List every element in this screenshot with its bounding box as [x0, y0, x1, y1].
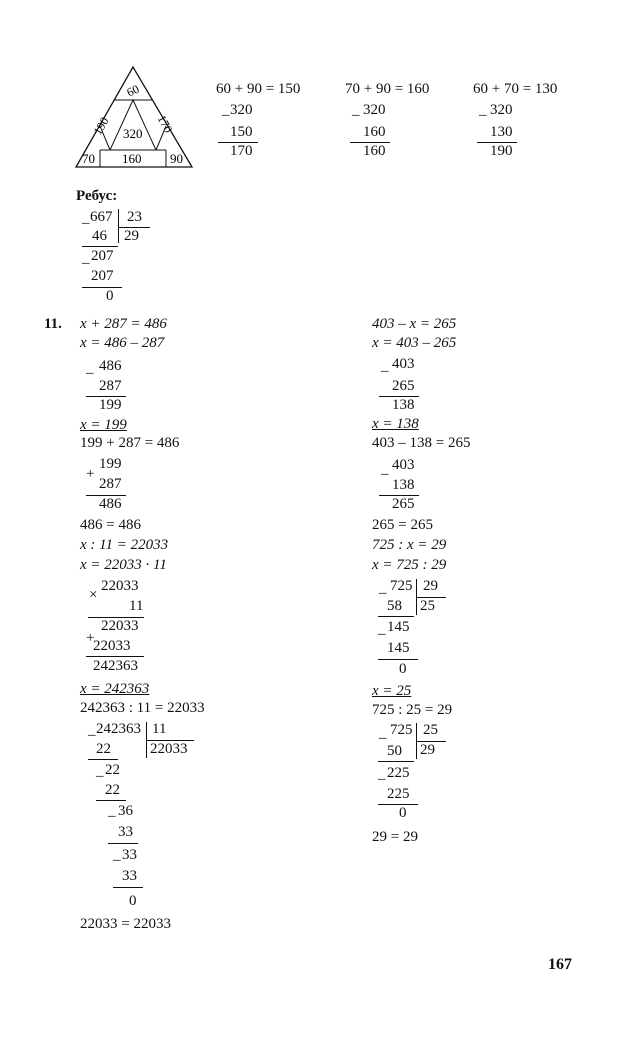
left-add1-b: 287: [99, 476, 122, 492]
left-check-2: 242363 : 11 = 22033: [80, 700, 205, 716]
triangle-top: 60: [124, 81, 142, 100]
left-mul-partial-1: 22033: [101, 618, 139, 634]
left-div-step7: 33: [122, 868, 137, 884]
minus-sign: –: [378, 626, 386, 642]
triangle-bottom-mid: 160: [122, 151, 142, 166]
left-equality-1: 486 = 486: [80, 517, 141, 533]
page-number: 167: [548, 956, 572, 973]
left-div-step2: 22: [105, 762, 120, 778]
left-answer-1: x = 199: [80, 417, 127, 433]
triangle-center: 320: [123, 126, 143, 141]
left-check-1: 199 + 287 = 486: [80, 435, 180, 451]
right-div1-step3: 145: [387, 640, 410, 656]
minus-sign: –: [222, 107, 230, 123]
left-equation-4: x = 22033 · 11: [80, 557, 167, 573]
right-sub1-result: 138: [392, 397, 415, 413]
calc1-subtrahend: 150: [230, 124, 253, 140]
left-mul-a: 22033: [101, 578, 139, 594]
triangle-bottom-right: 90: [170, 151, 183, 166]
rebus-dividend: 667: [90, 209, 113, 225]
triangle-left: 190: [90, 114, 112, 138]
right-check-1: 403 – 138 = 265: [372, 435, 471, 451]
minus-sign: –: [108, 808, 116, 824]
left-mul-b: 11: [129, 598, 144, 614]
plus-sign: +: [86, 466, 95, 482]
minus-sign: –: [381, 466, 389, 482]
right-div1-step1: 58: [387, 598, 402, 614]
minus-sign: –: [378, 771, 386, 787]
rebus-step1: 46: [92, 228, 107, 244]
right-div1-step2: 145: [387, 619, 410, 635]
right-div2-quotient: 29: [420, 742, 435, 758]
right-sub2-minuend: 403: [392, 457, 415, 473]
left-answer-2: x = 242363: [80, 681, 150, 697]
left-div-remainder: 0: [129, 893, 137, 909]
left-div-step1: 22: [96, 741, 111, 757]
right-sub2-subtrahend: 138: [392, 477, 415, 493]
calc2-minuend: 320: [363, 102, 386, 118]
left-sub1-result: 199: [99, 397, 122, 413]
plus-sign: +: [86, 630, 95, 646]
left-mul-result: 242363: [93, 658, 138, 674]
left-sub1-subtrahend: 287: [99, 378, 122, 394]
left-div-divisor: 11: [152, 721, 167, 737]
left-equality-2: 22033 = 22033: [80, 916, 171, 932]
right-sub2-result: 265: [392, 496, 415, 512]
calc1-result: 170: [230, 143, 253, 159]
minus-sign: –: [113, 852, 121, 868]
rebus-step3: 207: [91, 268, 114, 284]
left-div-quotient: 22033: [150, 741, 188, 757]
left-mul-partial-2: 22033: [93, 638, 131, 654]
calc1-minuend: 320: [230, 102, 253, 118]
minus-sign: –: [82, 255, 90, 271]
right-equation-2: x = 403 – 265: [372, 335, 457, 351]
triangle-bottom-left: 70: [82, 151, 95, 166]
left-div-step6: 33: [122, 847, 137, 863]
right-equation-1: 403 – x = 265: [372, 316, 457, 332]
right-div2-divisor: 25: [423, 722, 438, 738]
left-div-step5: 33: [118, 824, 133, 840]
right-sub1-subtrahend: 265: [392, 378, 415, 394]
minus-sign: –: [379, 730, 387, 746]
right-answer-2: x = 25: [372, 683, 412, 699]
calc3-equation: 60 + 70 = 130: [473, 81, 558, 97]
task-number: 11.: [44, 316, 62, 332]
calc3-result: 190: [490, 143, 513, 159]
right-sub1-minuend: 403: [392, 356, 415, 372]
left-div-dividend: 242363: [96, 721, 141, 737]
calc2-result: 160: [363, 143, 386, 159]
number-triangle-figure: [70, 62, 200, 172]
left-equation-1: x + 287 = 486: [80, 316, 167, 332]
minus-sign: –: [381, 363, 389, 379]
right-equality-2: 29 = 29: [372, 829, 418, 845]
calc3-subtrahend: 130: [490, 124, 513, 140]
right-div2-step2: 225: [387, 765, 410, 781]
left-equation-3: x : 11 = 22033: [80, 537, 169, 553]
left-div-step3: 22: [105, 782, 120, 798]
right-div1-divisor: 29: [423, 578, 438, 594]
minus-sign: –: [88, 727, 96, 743]
left-add1-result: 486: [99, 496, 122, 512]
left-add1-a: 199: [99, 456, 122, 472]
left-sub1-minuend: 486: [99, 358, 122, 374]
minus-sign: –: [379, 585, 387, 601]
left-equation-2: x = 486 – 287: [80, 335, 165, 351]
minus-sign: –: [96, 768, 104, 784]
left-div-step4: 36: [118, 803, 133, 819]
right-div2-dividend: 725: [390, 722, 413, 738]
right-div2-step1: 50: [387, 743, 402, 759]
rebus-quotient: 29: [124, 228, 139, 244]
right-div1-remainder: 0: [399, 661, 407, 677]
calc2-equation: 70 + 90 = 160: [345, 81, 430, 97]
right-check-2: 725 : 25 = 29: [372, 702, 453, 718]
minus-sign: –: [86, 365, 94, 381]
calc2-subtrahend: 160: [363, 124, 386, 140]
right-equation-4: x = 725 : 29: [372, 557, 447, 573]
minus-sign: –: [352, 107, 360, 123]
rebus-title: Ребус:: [76, 188, 118, 204]
right-div1-quotient: 25: [420, 598, 435, 614]
minus-sign: –: [82, 215, 90, 231]
rebus-remainder: 0: [106, 288, 114, 304]
rebus-divisor: 23: [127, 209, 142, 225]
triangle-right: 170: [154, 112, 176, 136]
minus-sign: –: [479, 107, 487, 123]
multiply-sign: ×: [89, 587, 98, 603]
right-equation-3: 725 : x = 29: [372, 537, 447, 553]
right-answer-1: x = 138: [372, 416, 419, 432]
right-equality-1: 265 = 265: [372, 517, 433, 533]
right-div1-dividend: 725: [390, 578, 413, 594]
calc3-minuend: 320: [490, 102, 513, 118]
calc1-equation: 60 + 90 = 150: [216, 81, 301, 97]
rebus-step2: 207: [91, 248, 114, 264]
right-div2-remainder: 0: [399, 805, 407, 821]
right-div2-step3: 225: [387, 786, 410, 802]
